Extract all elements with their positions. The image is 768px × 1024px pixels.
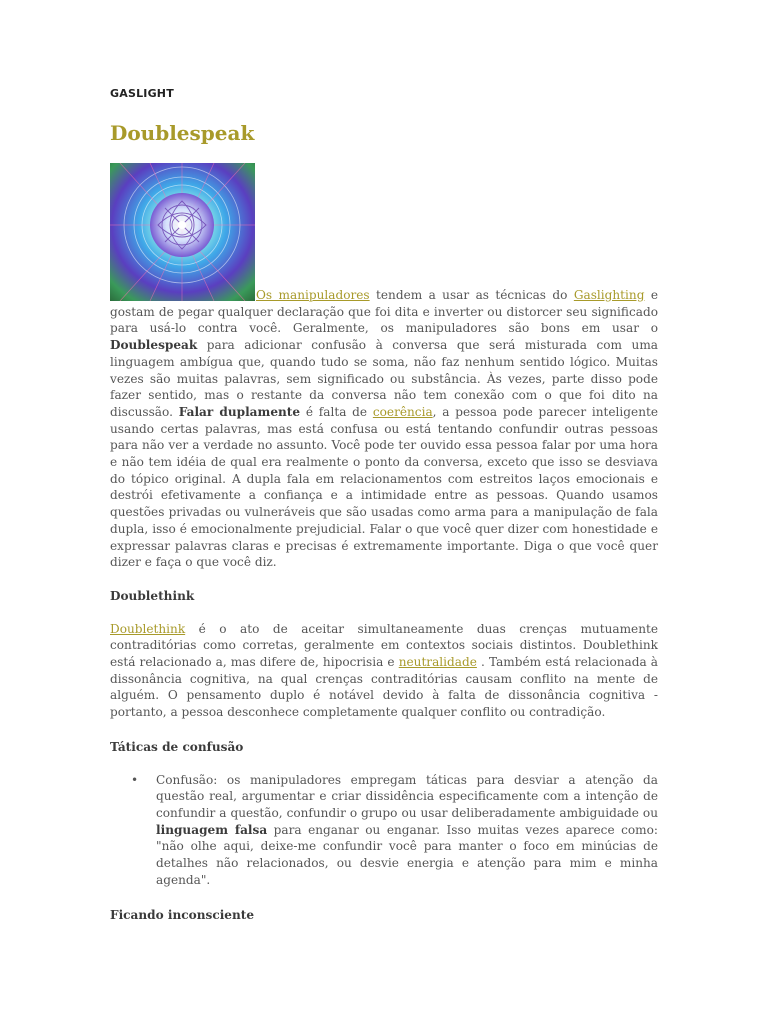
link-manipuladores[interactable]: Os manipuladores: [256, 288, 370, 302]
p1-text-5: , a pessoa pode parecer inteligente usando certas palavras, mas está confusa ou está tentando confundir outras pessoas para não ver a verdade no assunto. Você pode ter ouvido essa pessoa falar por uma hora e não tem idéia de qual era realmente o ponto da conversa, exceto que isso se desviava do tópico original. A dupla fala em relacionamentos com estreitos laços emocionais e destrói efetivamente a confiança e a intimidade entre as pessoas. Quando usamos questões privadas ou vulneráveis que são usadas como arma para a manipulação de fala dupla, isso é emocionalmente prejudicial. Falar o que você quer dizer com honestidade e expressar palavras claras e precisas é extremamente importante. Diga o que você quer dizer e faça o que você diz.: [110, 404, 658, 570]
tactics-list: [110, 772, 658, 889]
bold-linguagem-falsa: linguagem falsa: [156, 822, 268, 837]
link-doublethink[interactable]: Doublethink: [110, 621, 186, 636]
p2-text-1: é o ato de aceitar simultaneamente duas crenças mutuamente contraditórias como corretas, geralmente em contextos sociais distintos. Doublethink está relacionado a, mas difere de, hipocrisia e: [110, 621, 658, 670]
list-item: [156, 772, 658, 889]
heading-doublethink: Doublethink: [110, 588, 195, 603]
paragraph-doublespeak: [110, 287, 658, 571]
heading-taticas: Táticas de confusão: [110, 739, 244, 754]
document-header: GASLIGHT: [110, 87, 174, 100]
heading-ficando-inconsciente: Ficando inconsciente: [110, 907, 255, 922]
link-neutralidade[interactable]: neutralidade: [398, 655, 477, 670]
bold-doublespeak: Doublespeak: [110, 338, 198, 353]
paragraph-doublethink: [110, 621, 658, 721]
bold-falar-duplamente: Falar duplamente: [178, 404, 301, 419]
bullet-text-2: para enganar ou enganar. Isso muitas vezes aparece como: "não olhe aqui, deixe-me confundir você para manter o foco em minúcias de detalhes não relacionados, ou desvie energia e atenção para mim e minha agenda".: [156, 822, 658, 887]
mandala-image: [110, 163, 255, 301]
link-gaslighting[interactable]: Gaslighting: [573, 288, 645, 302]
p1-text-3: para adicionar confusão à conversa que será misturada com uma linguagem ambígua que, quando tudo se soma, não faz nenhum sentido lógico. Muitas vezes são muitas palavras, sem significado ou substância. Às vezes, parte disso pode fazer sentido, mas o restante da conversa não tem conexão com o que foi dito na discussão.: [110, 338, 658, 419]
p1-text-1: tendem a usar as técnicas do: [369, 288, 574, 302]
link-coerencia[interactable]: coerência: [372, 404, 433, 419]
p2-text-2: . Também está relacionada à dissonância cognitiva, na qual crenças contraditórias causam conflito na mente de alguém. O pensamento duplo é notável devido à falta de dissonância cognitiva - portanto, a pessoa desconhece completamente qualquer conflito ou contradição.: [110, 655, 658, 720]
page-title: Doublespeak: [110, 121, 255, 145]
article-body: [110, 163, 658, 939]
p1-text-4: é falta de: [300, 404, 373, 419]
p1-text-2: e gostam de pegar qualquer declaração que foi dita e inverter ou distorcer seu significado para usá-lo contra você. Geralmente, os manipuladores são bons em usar o: [110, 288, 658, 336]
bullet-text-1: Confusão: os manipuladores empregam táticas para desviar a atenção da questão real, argumentar e criar dissidência especificamente com a intenção de confundir a questão, confundir o grupo ou usar deliberadamente ambiguidade ou: [156, 772, 658, 820]
